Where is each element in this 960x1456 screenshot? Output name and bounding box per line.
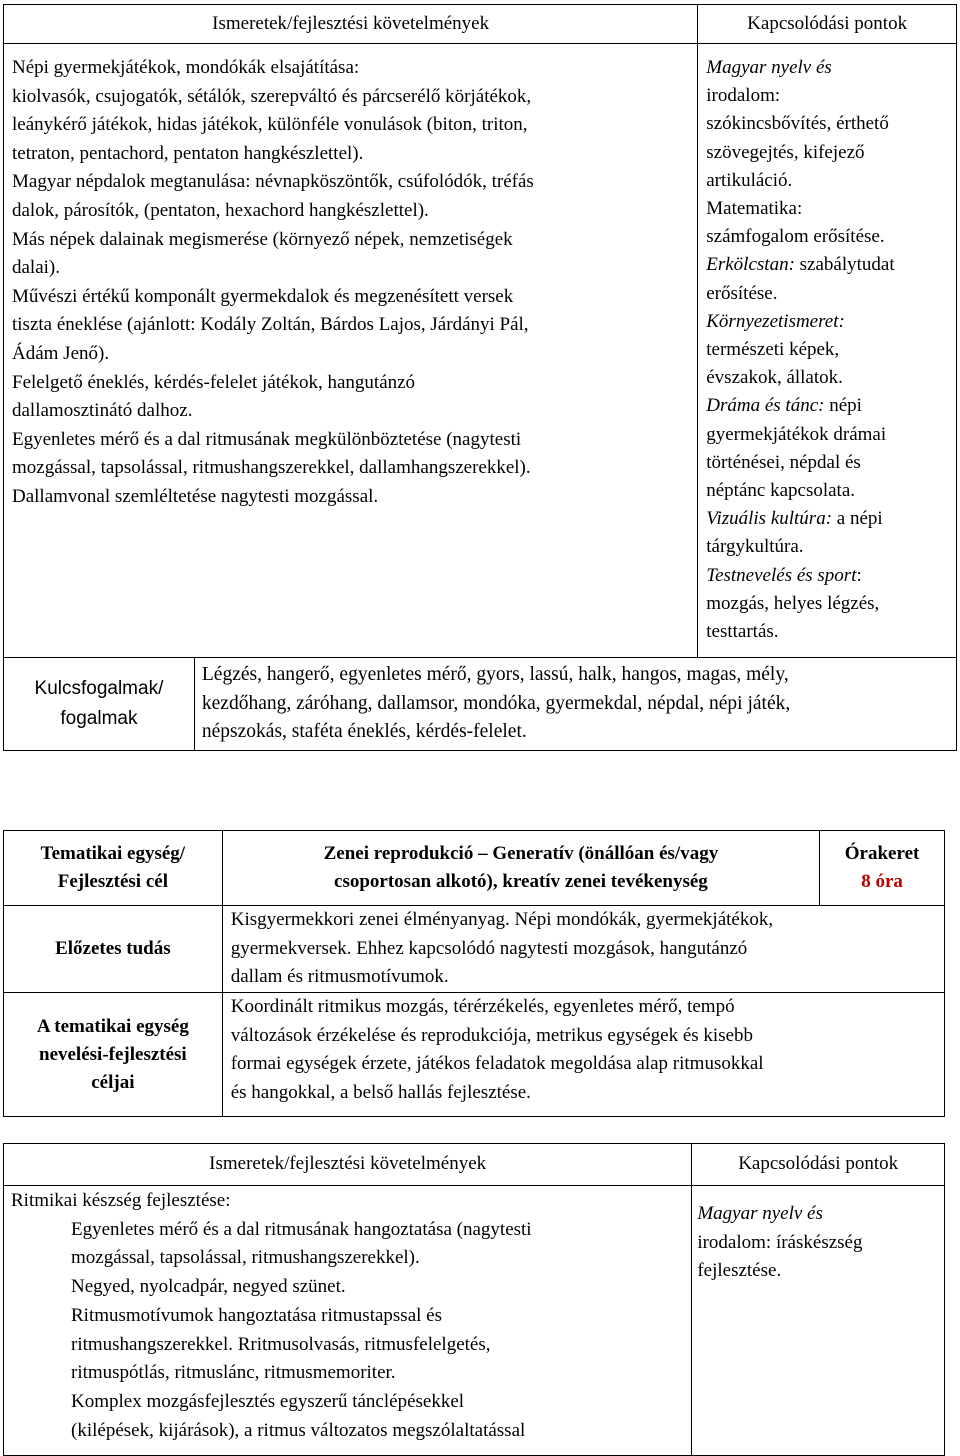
goals-cell	[222, 993, 944, 1117]
conn-line: számfogalom erősítése.	[706, 226, 885, 248]
req-line: dalai).	[12, 257, 61, 279]
conn-line: Matematika:	[706, 198, 803, 220]
conn-text: szabálytudat	[794, 254, 895, 276]
req-line: tiszta éneklése (ajánlott: Kodály Zoltán, Bárdos Lajos, Járdányi Pál,	[12, 314, 529, 336]
hours-value: 8	[861, 871, 871, 892]
conn-line	[706, 392, 956, 420]
conn-line: fejlesztése.	[697, 1260, 782, 1282]
conn-line: szövegejtés, kifejező	[706, 141, 865, 163]
rhythm-line: Egyenletes mérő és a dal ritmusának hangoztatása (nagytesti	[71, 1218, 532, 1240]
conn-text: a népi	[832, 508, 883, 530]
connections-header: Kapcsolódási pontok	[698, 5, 957, 44]
rhythm-line: ritmuspótlás, ritmuslánc, ritmusmemoriter.	[71, 1362, 396, 1384]
rhythm-intro: Ritmikai készség fejlesztése:	[11, 1190, 231, 1211]
key-label-line: Kulcsfogalmak/	[34, 678, 164, 699]
req-line: Népi gyermekjátékok, mondókák elsajátítása:	[12, 57, 360, 78]
req-line: Egyenletes mérő és a dal ritmusának megkülönböztetése (nagytesti	[12, 428, 522, 450]
req-line: Más népek dalainak megismerése (környező népek, nemzetiségek	[12, 228, 513, 250]
goals-line: formai egységek érzete, játékos feladatok megoldása alap ritmusokkal	[230, 1053, 764, 1075]
rhythm-line: Ritmusmotívumok hangoztatása ritmustapssal és	[71, 1304, 442, 1326]
requirements-cell-2	[4, 1186, 692, 1456]
req-line: Művészi értékű komponált gyermekdalok és megzenésített versek	[12, 285, 514, 307]
hours-line	[820, 868, 944, 896]
unit-label-line: Tematikai egység/	[40, 843, 186, 864]
requirements-cell	[4, 44, 698, 658]
conn-line: erősítése.	[706, 282, 778, 304]
conn-line: irodalom: íráskészség	[697, 1231, 863, 1253]
unit-label-line: Fejlesztési cél	[57, 871, 168, 892]
conn-line: évszakok, állatok.	[706, 367, 843, 389]
req-line: leánykérő játékok, hidas játékok, különféle vonulások (biton, triton,	[12, 114, 528, 136]
req-line: dallamosztinátó dalhoz.	[12, 400, 193, 422]
curriculum-table-1	[3, 4, 957, 751]
conn-line: testtartás.	[706, 621, 779, 643]
hours-cell	[820, 831, 945, 906]
key-line: Légzés, hangerő, egyenletes mérő, gyors, lassú, halk, hangos, magas, mély,	[201, 664, 789, 685]
rhythm-line: Komplex mozgásfejlesztés egyszerű tánclépésekkel	[71, 1390, 465, 1412]
conn-line: gyermekjátékok drámai	[706, 423, 887, 445]
subject-drama: Dráma és tánc:	[706, 395, 825, 417]
goals-line: Koordinált ritmikus mozgás, térérzékelés, egyenletes mérő, tempó	[230, 996, 735, 1017]
conn-line: természeti képek,	[706, 339, 840, 361]
key-label-line: fogalmak	[60, 708, 138, 729]
rhythm-line: (kilépések, kijárások), a ritmus változatos megszólaltatással	[71, 1419, 526, 1441]
conn-line: irodalom:	[706, 85, 781, 107]
conn-line: mozgás, helyes légzés,	[706, 592, 880, 614]
rhythm-line: Negyed, nyolcadpár, negyed szünet.	[71, 1276, 346, 1298]
req-line: Magyar népdalok megtanulása: névnapköszöntők, csúfolódók, tréfás	[12, 171, 534, 193]
subject-testneveles: Testnevelés és sport	[706, 564, 857, 586]
goals-label-line: A tematikai egység	[36, 1015, 189, 1037]
hours-label: Órakeret	[844, 843, 920, 864]
unit-label	[4, 831, 223, 906]
key-concepts-label	[4, 658, 195, 751]
unit-title-line: csoportosan alkotó), kreatív zenei tevékenység	[334, 871, 708, 892]
conn-text: népi	[824, 395, 862, 417]
conn-text: :	[856, 564, 862, 586]
prior-knowledge-label: Előzetes tudás	[4, 906, 223, 993]
rhythm-line: mozgással, tapsolással, ritmushangszerekkel).	[71, 1247, 420, 1269]
subject-erkolcstan: Erkölcstan:	[706, 254, 795, 276]
goals-label-line: céljai	[91, 1071, 135, 1093]
connections-cell-2	[692, 1186, 945, 1456]
req-line: mozgással, tapsolással, ritmushangszerekkel, dallamhangszerekkel).	[12, 457, 531, 479]
curriculum-table-2	[3, 1143, 945, 1456]
req-line: Ádám Jenő).	[12, 342, 110, 364]
hours-unit: óra	[870, 871, 903, 892]
conn-line	[706, 505, 956, 533]
subject-magyar: Magyar nyelv és	[706, 57, 832, 78]
prior-knowledge-cell	[222, 906, 944, 993]
conn-line	[706, 562, 956, 590]
unit-title	[222, 831, 819, 906]
prior-line: gyermekversek. Ehhez kapcsolódó nagytesti mozgások, hangutánzó	[230, 937, 748, 959]
rhythm-line: ritmushangszerekkel. Rritmusolvasás, ritmusfelelgetés,	[71, 1333, 491, 1355]
prior-line: dallam és ritmusmotívumok.	[230, 966, 449, 988]
prior-line: Kisgyermekkori zenei élményanyag. Népi mondókák, gyermekjátékok,	[230, 909, 774, 930]
conn-line: történései, népdal és	[706, 451, 861, 473]
conn-line	[706, 251, 956, 279]
conn-line: tárgykultúra.	[706, 536, 804, 558]
connections-header-2: Kapcsolódási pontok	[692, 1144, 945, 1186]
req-line: kiolvasók, csujogatók, sétálók, szerepváltó és párcserélő körjátékok,	[12, 85, 532, 107]
requirements-header: Ismeretek/fejlesztési követelmények	[4, 5, 698, 44]
req-line: dalok, párosítók, (pentaton, hexachord hangkészlettel).	[12, 199, 429, 221]
unit-title-line: Zenei reprodukció – Generatív (önállóan és/vagy	[323, 843, 719, 864]
subject-magyar-2: Magyar nyelv és	[697, 1203, 823, 1224]
key-line: kezdőhang, záróhang, dallamsor, mondóka, gyermekdal, népdal, népi játék,	[201, 692, 791, 714]
requirements-header-2: Ismeretek/fejlesztési követelmények	[4, 1144, 692, 1186]
thematic-unit-table	[3, 830, 945, 1117]
conn-line: szókincsbővítés, érthető	[706, 113, 889, 135]
req-line: tetraton, pentachord, pentaton hangkészlettel).	[12, 142, 364, 164]
goals-line: és hangokkal, a belső hallás fejlesztése.	[230, 1081, 531, 1103]
goals-label-line: nevelési-fejlesztési	[39, 1043, 187, 1065]
conn-line: artikuláció.	[706, 169, 793, 191]
goals-line: változások érzékelése és reprodukciója, metrikus egységek és kisebb	[230, 1024, 754, 1046]
req-line: Felelgető éneklés, kérdés-felelet játékok, hangutánzó	[12, 371, 416, 393]
subject-vizualis: Vizuális kultúra:	[706, 508, 833, 530]
key-concepts-cell	[194, 658, 956, 751]
goals-label	[4, 993, 223, 1117]
connections-cell	[698, 44, 957, 658]
req-line: Dallamvonal szemléltetése nagytesti mozgással.	[12, 485, 379, 507]
conn-line: néptánc kapcsolata.	[706, 480, 856, 502]
key-line: népszokás, staféta éneklés, kérdés-felelet.	[201, 721, 527, 743]
subject-kornyezet: Környezetismeret:	[706, 310, 845, 332]
